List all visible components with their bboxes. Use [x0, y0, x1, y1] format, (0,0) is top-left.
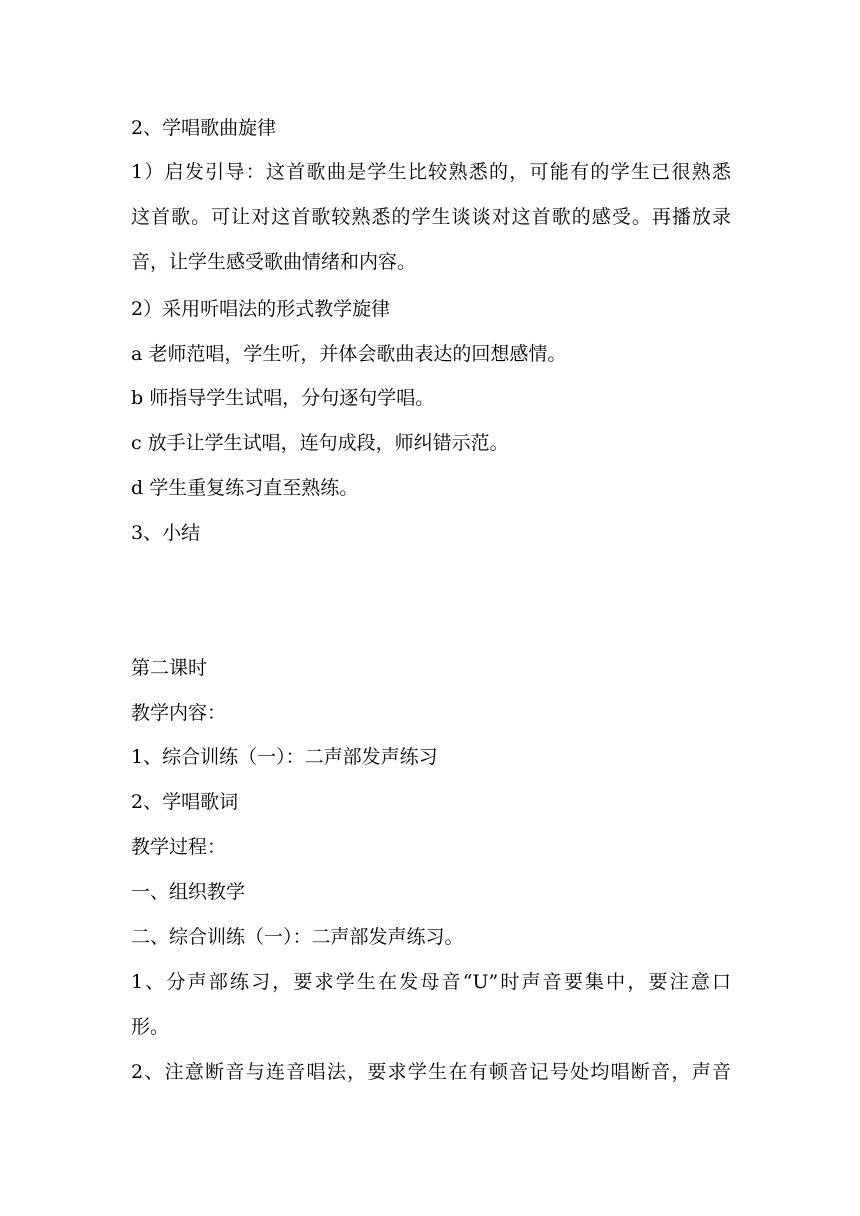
list-item: a 老师范唱，学生听，并体会歌曲表达的回想感情。	[131, 343, 567, 365]
paragraph-line: 1）启发引导：这首歌曲是学生比较熟悉的，可能有的学生已很熟悉	[131, 161, 731, 183]
section-heading: 一、组织教学	[131, 881, 246, 903]
subheading-line: 2）采用听唱法的形式教学旋律	[131, 298, 391, 320]
section-heading-learn-melody: 2、学唱歌曲旋律	[131, 117, 277, 139]
teaching-process-heading: 教学过程：	[131, 836, 227, 858]
list-item: b 师指导学生试唱，分句逐句学唱。	[131, 387, 435, 409]
paragraph-line: 音，让学生感受歌曲情绪和内容。	[131, 251, 417, 273]
paragraph-line: 这首歌。可让对这首歌较熟悉的学生谈谈对这首歌的感受。再播放录	[131, 206, 731, 228]
paragraph-line: 2、注意断音与连音唱法，要求学生在有顿音记号处均唱断音，声音	[131, 1061, 731, 1083]
teaching-content-heading: 教学内容：	[131, 702, 227, 724]
list-item: d 学生重复练习直至熟练。	[131, 477, 359, 499]
lesson-title: 第二课时	[131, 657, 208, 679]
paragraph-line: 形。	[131, 1016, 170, 1038]
section-heading: 二、综合训练（一）：二声部发声练习。	[131, 926, 464, 948]
section-heading-summary: 3、小结	[131, 522, 201, 544]
list-item: 2、学唱歌词	[131, 791, 239, 813]
list-item: c 放手让学生试唱，连句成段，师纠错示范。	[131, 432, 509, 454]
list-item: 1、综合训练（一）：二声部发声练习	[131, 746, 438, 768]
paragraph-line: 1、分声部练习，要求学生在发母音“U”时声音要集中，要注意口	[131, 971, 731, 993]
